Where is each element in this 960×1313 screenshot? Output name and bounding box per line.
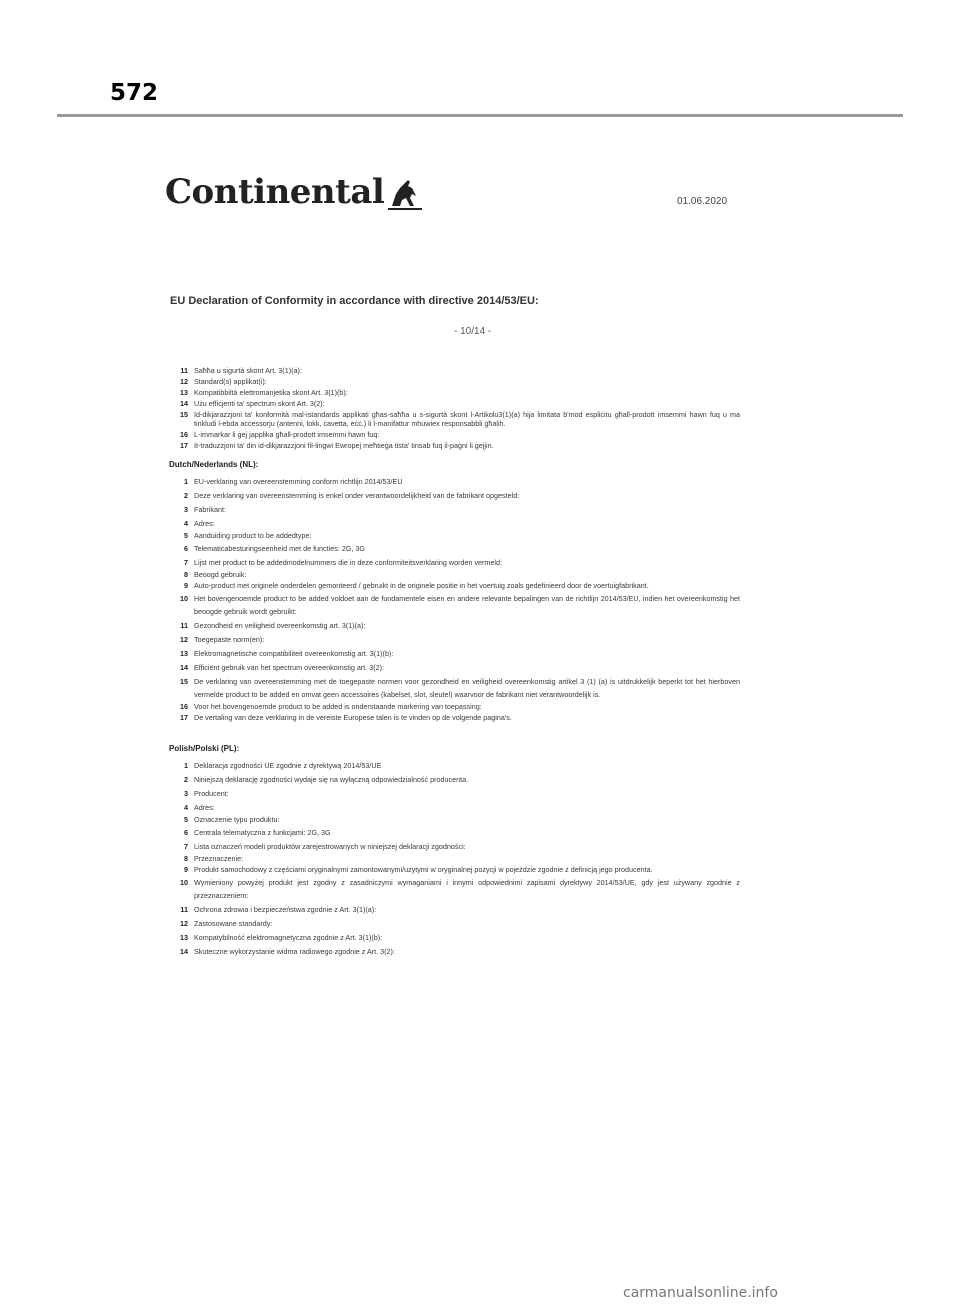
item-text: Elektromagnetische compatibiliteit overeenkomstig art. 3(1)(b): — [194, 649, 394, 658]
item-text: Standard(s) applikat(i): — [194, 377, 267, 386]
list-item — [170, 489, 740, 502]
list-item — [170, 399, 740, 408]
section-heading: Dutch/Nederlands (NL): — [169, 460, 259, 469]
list-item — [170, 826, 740, 839]
item-text: Lista oznaczeń modeli produktów zarejestrowanych w niniejszej deklaracji zgodności: — [194, 842, 466, 851]
item-number: 8 — [184, 570, 188, 579]
item-text: Centrala telematyczna z funkcjami: 2G, 3G — [194, 828, 331, 837]
list-item — [170, 388, 740, 397]
item-number: 13 — [180, 933, 188, 942]
dutch-section — [170, 460, 740, 722]
list-item — [170, 865, 740, 874]
item-text: It-traduzzjoni ta' din id-dikjarazzjoni fil-lingwi Ewropej meħtieġa tista' tinsab fuq il-paġni li ġejjin. — [194, 441, 494, 450]
item-number: 9 — [184, 865, 188, 874]
item-number: 3 — [184, 505, 188, 514]
item-text: Telematicabesturingseenheid met de functies: 2G, 3G — [194, 544, 365, 553]
list-item — [170, 787, 740, 800]
item-number: 14 — [180, 663, 188, 672]
continental-logo — [165, 170, 422, 212]
item-text: Voor het bovengenoemde product to be added is onderstaande markering van toepassing: — [194, 702, 482, 711]
list-item — [170, 675, 740, 701]
horse-icon — [386, 176, 422, 212]
list-item — [170, 475, 740, 488]
item-text: Wymieniony powyżej produkt jest zgodny z zasadniczymi wymaganiami i innymi odpowiednimi zapisami dyrektywy 2014/53/UE, gdy jest używany zgodnie z przeznaczeniem: — [194, 878, 740, 900]
item-text: Id-dikjarazzjoni ta' konformità mal-istandards applikati għas-saħħa u s-sigurtà skont l-Artikolu3(1)(a) hija limitata b'mod espliċitu għall-prodott imsemmi hawn fuq u ma tinkludi l-ebda aċċessorju (antenni, lokk, ċavetta, eċċ.) li l-manifattur mhuwiex responsabbli għalih. — [194, 410, 740, 428]
item-number: 13 — [180, 388, 188, 397]
list-item — [170, 773, 740, 786]
item-text: De verklaring van overeenstemming met de toegepaste normen voor gezondheid en veiligheid overeenkomstig artikel 3 (1) (a) is uitdrukkelijk beperkt tot het hierboven vermelde product to be added en omvat geen accessoires (kabelset, slot, sleutel) waarvoor de fabrikant niet verantwoordelijk is. — [194, 677, 740, 699]
item-text: Aanduiding product to be addedtype: — [194, 531, 312, 540]
list-item — [170, 759, 740, 772]
item-number: 11 — [180, 366, 188, 375]
item-number: 5 — [184, 531, 188, 540]
item-text: Produkt samochodowy z częściami oryginalnymi zamontowanymi/użytymi w oryginalnej pozycji w pojeździe zgodnie z definicją jego producenta. — [194, 865, 653, 874]
top-rule — [57, 114, 903, 117]
item-number: 10 — [180, 594, 188, 603]
item-number: 4 — [184, 519, 188, 528]
item-text: EU-verklaring van overeenstemming conform richtlijn 2014/53/EU — [194, 477, 403, 486]
list-item — [170, 592, 740, 618]
list-item — [170, 556, 740, 569]
item-number: 6 — [184, 828, 188, 837]
item-text: Niniejszą deklarację zgodności wydaje się na wyłączną odpowiedzialność producenta. — [194, 775, 469, 784]
item-number: 5 — [184, 815, 188, 824]
item-number: 7 — [184, 842, 188, 851]
list-item — [170, 801, 740, 814]
maltese-section — [170, 366, 740, 450]
item-number: 1 — [184, 477, 188, 486]
page-number: 572 — [110, 80, 159, 106]
list-item — [170, 410, 740, 428]
item-text: Fabrikant: — [194, 505, 226, 514]
item-text: Użu effiċjenti ta' spectrum skont Art. 3(2): — [194, 399, 325, 408]
section-heading: Polish/Polski (PL): — [169, 744, 240, 753]
item-number: 15 — [180, 677, 188, 686]
item-text: Przeznaczenie: — [194, 854, 244, 863]
item-text: Auto-product met originele onderdelen gemonteerd / gebruikt in de originele positie in het voertuig zoals gedefinieerd door de voertuigfabrikant. — [194, 581, 649, 590]
item-number: 3 — [184, 789, 188, 798]
list-item — [170, 931, 740, 944]
list-item — [170, 517, 740, 530]
item-number: 6 — [184, 544, 188, 553]
item-number: 9 — [184, 581, 188, 590]
item-text: Ochrona zdrowia i bezpieczeństwa zgodnie z Art. 3(1)(a): — [194, 905, 377, 914]
list-item — [170, 713, 740, 722]
item-number: 17 — [180, 441, 188, 450]
list-item — [170, 619, 740, 632]
list-item — [170, 633, 740, 646]
item-text: Saħħa u sigurtà skont Art. 3(1)(a): — [194, 366, 302, 375]
list-item — [170, 647, 740, 660]
item-number: 4 — [184, 803, 188, 812]
item-text: Deze verklaring van overeenstemming is enkel onder verantwoordelijkheid van de fabrikant opgesteld: — [194, 491, 520, 500]
item-text: Lijst met product to be addedmodelnummers die in deze conformiteitsverklaring worden vermeld: — [194, 558, 503, 567]
item-number: 10 — [180, 878, 188, 887]
item-text: Kompatybilność elektromagnetyczna zgodnie z Art. 3(1)(b): — [194, 933, 383, 942]
item-text: Skuteczne wykorzystanie widma radiowego zgodnie z Art. 3(2): — [194, 947, 395, 956]
list-item — [170, 542, 740, 555]
item-number: 16 — [180, 702, 188, 711]
list-item — [170, 945, 740, 958]
list-item — [170, 430, 740, 439]
list-item — [170, 903, 740, 916]
polish-section — [170, 744, 740, 958]
list-item — [170, 840, 740, 853]
list-item — [170, 876, 740, 902]
list-item — [170, 441, 740, 450]
list-item — [170, 570, 740, 579]
item-number: 2 — [184, 491, 188, 500]
item-text: Deklaracja zgodności UE zgodnie z dyrektywą 2014/53/UE — [194, 761, 382, 770]
item-text: Het bovengenoemde product to be added voldoet aan de fundamentele eisen en andere relevante bepalingen van de richtlijn 2014/53/EU, indien het overeenkomstig het beoogde gebruik wordt gebruikt: — [194, 594, 740, 616]
item-number: 14 — [180, 947, 188, 956]
footer-watermark: carmanualsonline.info — [623, 1285, 778, 1301]
item-number: 13 — [180, 649, 188, 658]
item-text: De vertaling van deze verklaring in de vereiste Europese talen is te vinden op de volgende pagina's. — [194, 713, 512, 722]
item-number: 1 — [184, 761, 188, 770]
list-item — [170, 377, 740, 386]
item-text: Producent: — [194, 789, 229, 798]
item-text: Gezondheid en veiligheid overeenkomstig art. 3(1)(a): — [194, 621, 366, 630]
item-number: 14 — [180, 399, 188, 408]
item-number: 15 — [180, 410, 188, 419]
list-item — [170, 702, 740, 711]
item-number: 7 — [184, 558, 188, 567]
logo-text: Continental — [165, 172, 385, 212]
item-text: Adres: — [194, 519, 215, 528]
list-item — [170, 917, 740, 930]
document-date: 01.06.2020 — [677, 196, 728, 207]
item-number: 12 — [180, 919, 188, 928]
item-number: 12 — [180, 635, 188, 644]
page-reference: - 10/14 - — [454, 326, 492, 337]
item-text: Kompatibbiltà elettromanjetika skont Art. 3(1)(b): — [194, 388, 348, 397]
item-number: 16 — [180, 430, 188, 439]
list-item — [170, 854, 740, 863]
item-number: 17 — [180, 713, 188, 722]
item-text: Adres: — [194, 803, 215, 812]
item-text: Efficiënt gebruik van het spectrum overeenkomstig art. 3(2): — [194, 663, 385, 672]
item-number: 8 — [184, 854, 188, 863]
item-number: 11 — [180, 905, 188, 914]
item-text: Beoogd gebruik: — [194, 570, 247, 579]
list-item — [170, 581, 740, 590]
list-item — [170, 815, 740, 824]
item-number: 2 — [184, 775, 188, 784]
item-text: Zastosowane standardy: — [194, 919, 273, 928]
item-text: L-immarkar li ġej japplika għall-prodott imsemmi hawn fuq: — [194, 430, 380, 439]
list-item — [170, 661, 740, 674]
declaration-body — [170, 366, 740, 959]
item-text: Toegepaste norm(en): — [194, 635, 265, 644]
item-text: Oznaczenie typu produktu: — [194, 815, 280, 824]
declaration-title: EU Declaration of Conformity in accordance with directive 2014/53/EU: — [170, 295, 539, 307]
list-item — [170, 531, 740, 540]
item-number: 11 — [180, 621, 188, 630]
list-item — [170, 503, 740, 516]
list-item — [170, 366, 740, 375]
item-number: 12 — [180, 377, 188, 386]
